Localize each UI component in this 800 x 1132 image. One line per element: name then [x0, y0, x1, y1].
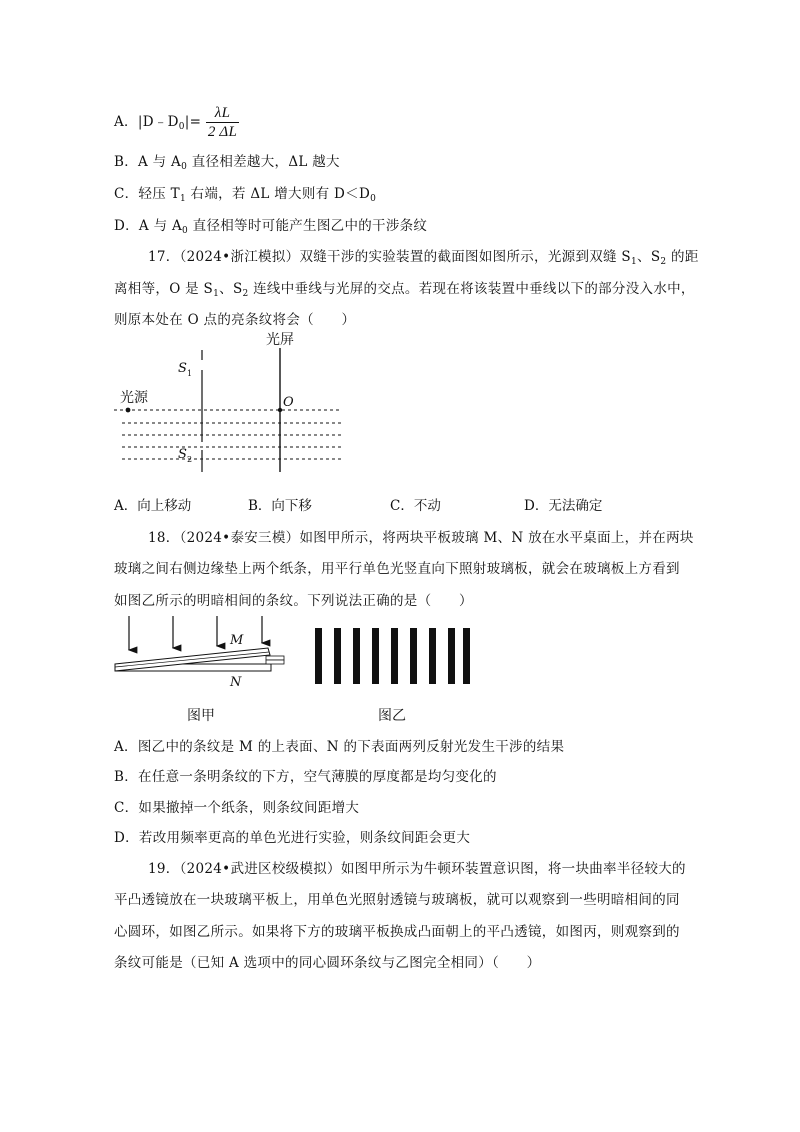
- q19-stem-line4: 条纹可能是（已知 A 选项中的同心圆环条纹与乙图完全相同）（ ）: [114, 955, 541, 971]
- q16-option-b-rest: 直径相差越大，ΔL 越大: [187, 154, 340, 170]
- q17-line2-a: 离相等，O 是 S: [114, 281, 214, 297]
- fringe-dark-2: [334, 628, 341, 684]
- s1-label: S: [178, 361, 187, 376]
- q17-line1-a: 17．（2024•浙江模拟）双缝干涉的实验装置的截面图如图所示，光源到双缝 S: [148, 249, 631, 265]
- q16-option-c-text: C．轻压 T: [114, 186, 180, 202]
- q17-line2-sub2: 2: [242, 289, 249, 299]
- q16-option-a-fraction: [206, 104, 239, 141]
- q18-stem-line2: 玻璃之间右侧边缘垫上两个纸条，用平行单色光竖直向下照射玻璃板，就会在玻璃板上方看到: [114, 561, 680, 577]
- q16-option-c-sub2: 0: [370, 194, 377, 204]
- paper-strip-1: [266, 656, 284, 660]
- q16-option-a-eq: |=: [184, 114, 202, 130]
- q16-option-b-sub: 0: [181, 162, 188, 172]
- q16-option-a-prefix: A．|D﹣D: [114, 114, 179, 130]
- q17-line1-sub1: 1: [631, 257, 638, 267]
- q18-stem-line3: 如图乙所示的明暗相间的条纹。下列说法正确的是（ ）: [114, 593, 473, 609]
- fringe-dark-9: [463, 628, 470, 684]
- fraction-numerator: λL: [206, 104, 239, 123]
- q16-option-c-mid: 右端，若 ΔL 增大则有 D＜D: [185, 186, 371, 202]
- q17-option-d: D．无法确定: [524, 498, 603, 514]
- q18-figure-b-fringes: [313, 628, 473, 684]
- q19-stem-line2: 平凸透镜放在一块玻璃平板上，用单色光照射透镜与玻璃板，就可以观察到一些明暗相间的同: [114, 892, 680, 908]
- q18-caption-a: 图甲: [187, 708, 215, 724]
- q19-stem-line1: 19．（2024•武进区校级模拟）如图甲所示为牛顿环装置意识图，将一块曲率半径较大的: [148, 861, 686, 877]
- q18-option-a: A．图乙中的条纹是 M 的上表面、N 的下表面两列反射光发生干涉的结果: [114, 739, 565, 755]
- q16-option-d: [114, 214, 427, 236]
- q17-line2-b: 、S: [219, 281, 243, 297]
- q16-option-a: [114, 104, 239, 141]
- q19-stem-line3: 心圆环，如图乙所示。如果将下方的玻璃平板换成凸面朝上的平凸透镜，如图丙，则观察到的: [114, 924, 680, 940]
- m-label: M: [230, 633, 244, 648]
- q17-line1-c: 的距: [666, 249, 699, 265]
- q17-option-c: C．不动: [390, 498, 441, 514]
- q18-option-b: B．在任意一条明条纹的下方，空气薄膜的厚度都是均匀变化的: [114, 769, 497, 785]
- fringe-dark-6: [410, 628, 417, 684]
- q17-line2-sub1: 1: [213, 289, 220, 299]
- q16-option-a-sub: 0: [178, 122, 185, 132]
- q18-option-d: D．若改用频率更高的单色光进行实验，则条纹间距会更大: [114, 830, 471, 846]
- q16-option-d-sub: 0: [182, 226, 189, 236]
- q17-option-b: B．向下移: [248, 498, 312, 514]
- q17-line2-c: 连线中垂线与光屏的交点。若现在将该装置中垂线以下的部分没入水中，: [248, 281, 695, 297]
- q17-double-slit-figure: [110, 330, 350, 480]
- source-label: 光源: [120, 390, 148, 406]
- fringe-dark-5: [391, 628, 398, 684]
- q17-stem-line3: 则原本处在 O 点的亮条纹将会（ ）: [114, 312, 356, 328]
- q17-line1-sub2: 2: [660, 257, 667, 267]
- q16-option-c: [114, 182, 376, 204]
- q16-option-b: [114, 150, 340, 172]
- fringe-dark-1: [315, 628, 322, 684]
- paper-strip-2: [266, 660, 284, 664]
- light-source-dot: [126, 408, 131, 413]
- q17-stem-line1: [148, 245, 699, 267]
- fringe-dark-7: [429, 628, 436, 684]
- fraction-denominator: 2 ΔL: [207, 124, 238, 140]
- fringe-dark-3: [353, 628, 360, 684]
- q18-stem-line1: 18．（2024•泰安三模）如图甲所示，将两块平板玻璃 M、N 放在水平桌面上，并在两块: [148, 530, 694, 546]
- q16-option-b-text: B．A 与 A: [114, 154, 182, 170]
- q17-options: [114, 494, 714, 514]
- q17-option-a: A．向上移动: [114, 498, 192, 514]
- q18-option-c: C．如果撤掉一个纸条，则条纹间距增大: [114, 800, 360, 816]
- q17-stem-line2: [114, 277, 695, 299]
- n-label: N: [230, 675, 242, 690]
- q16-option-c-sub: 1: [179, 194, 186, 204]
- q16-option-d-rest: 直径相等时可能产生图乙中的干涉条纹: [188, 218, 428, 234]
- fringe-dark-8: [448, 628, 455, 684]
- q18-caption-b: 图乙: [378, 708, 406, 724]
- q18-figure-a-wedge: [110, 612, 290, 692]
- o-point-dot: [278, 408, 282, 412]
- s1-sub-label: 1: [187, 369, 193, 378]
- q16-option-d-text: D．A 与 A: [114, 218, 183, 234]
- screen-label: 光屏: [266, 332, 294, 348]
- s2-sub-label: 2: [187, 455, 193, 464]
- fringe-dark-4: [372, 628, 379, 684]
- s2-label: S: [178, 447, 187, 462]
- q17-line1-b: 、S: [637, 249, 661, 265]
- o-label: O: [283, 395, 294, 410]
